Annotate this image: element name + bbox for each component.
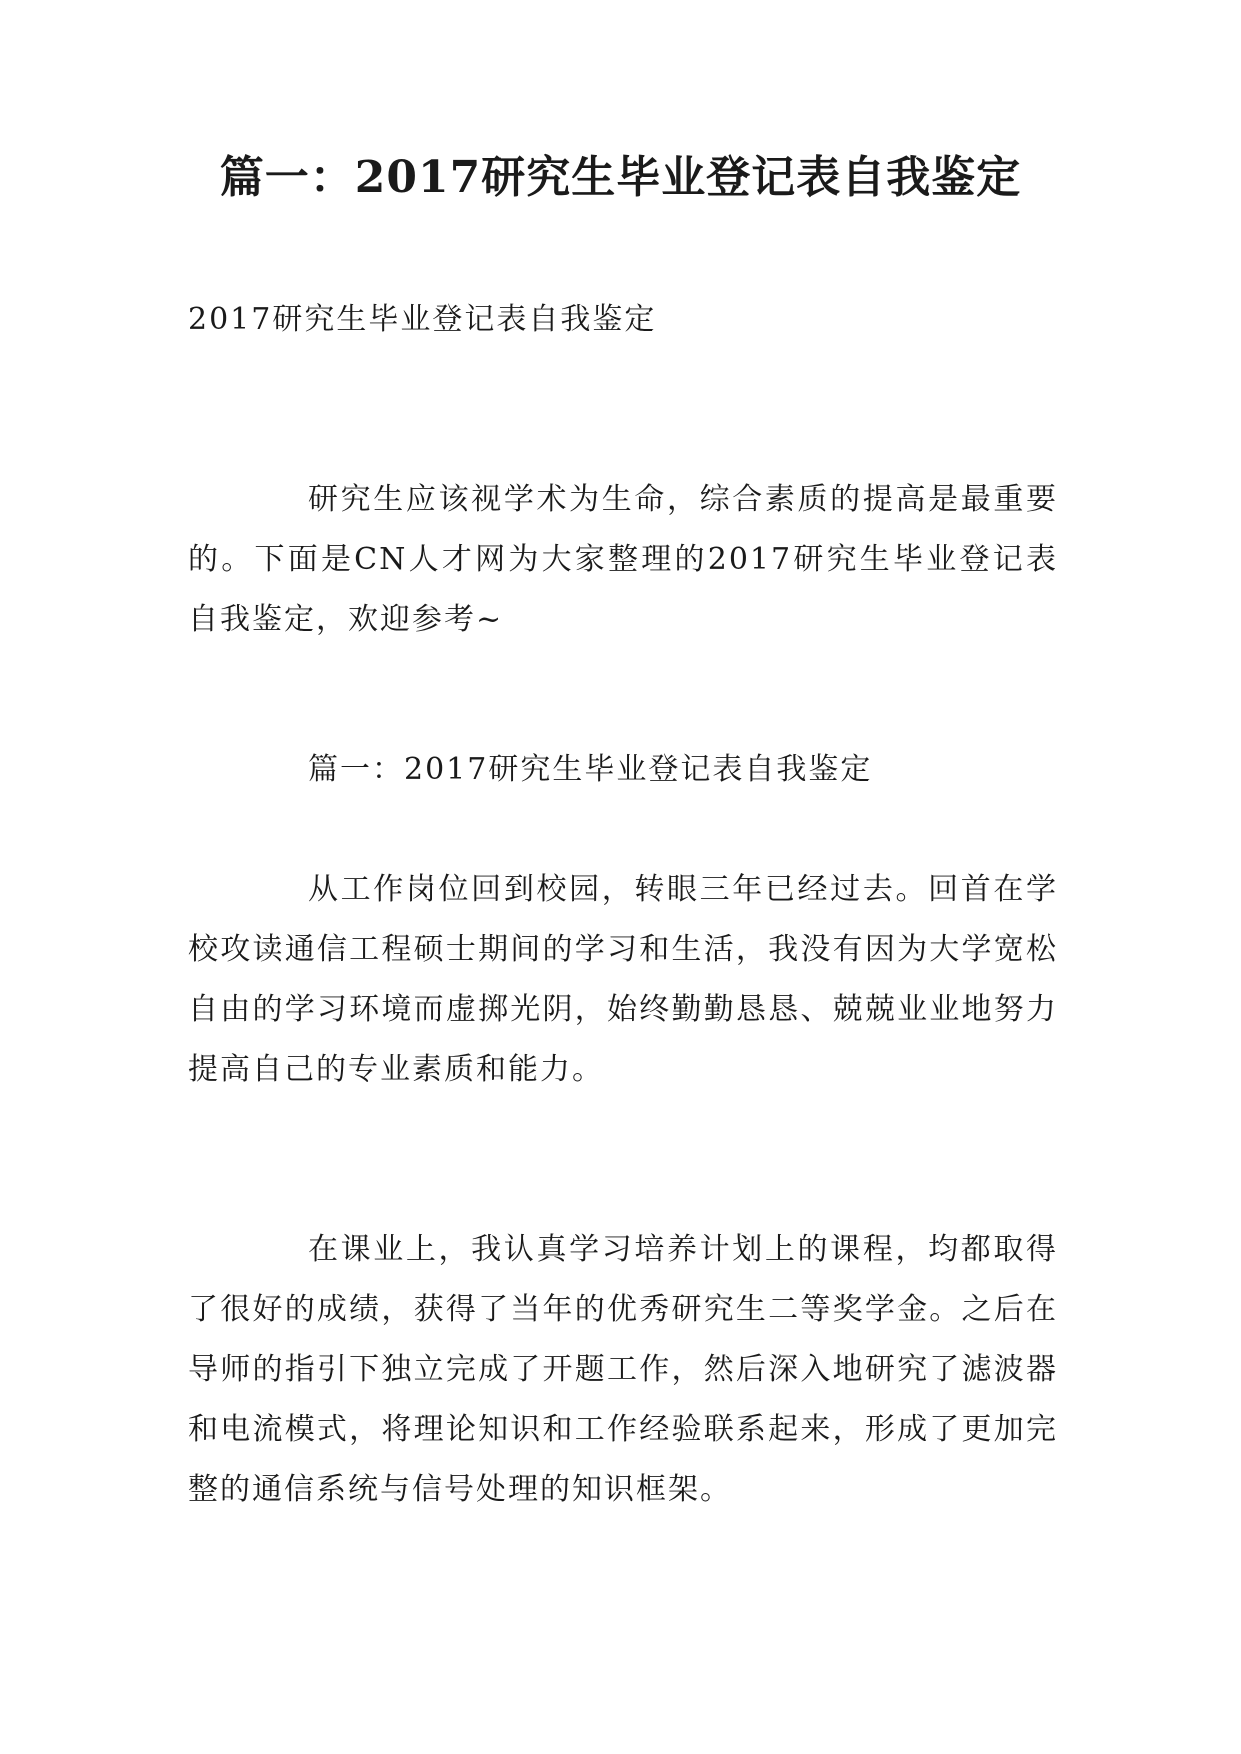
document-title: 篇一：2017研究生毕业登记表自我鉴定 [219, 152, 1022, 203]
document-body [188, 290, 1058, 1520]
intro-paragraph: 研究生应该视学术为生命，综合素质的提高是最重要的。下面是CN人才网为大家整理的2017研究生毕业登记表自我鉴定，欢迎参考~ [188, 482, 1058, 637]
document-subtitle: 2017研究生毕业登记表自我鉴定 [188, 302, 657, 337]
body-paragraph: 在课业上，我认真学习培养计划上的课程，均都取得了很好的成绩，获得了当年的优秀研究生二等奖学金。之后在导师的指引下独立完成了开题工作，然后深入地研究了滤波器和电流模式，将理论知识和工作经验联系起来，形成了更加完整的通信系统与信号处理的知识框架。 [188, 1232, 1058, 1507]
section-heading: 篇一：2017研究生毕业登记表自我鉴定 [308, 752, 873, 787]
body-paragraph: 从工作岗位回到校园，转眼三年已经过去。回首在学校攻读通信工程硕士期间的学习和生活，我没有因为大学宽松自由的学习环境而虚掷光阴，始终勤勤恳恳、兢兢业业地努力提高自己的专业素质和能力。 [188, 872, 1058, 1087]
